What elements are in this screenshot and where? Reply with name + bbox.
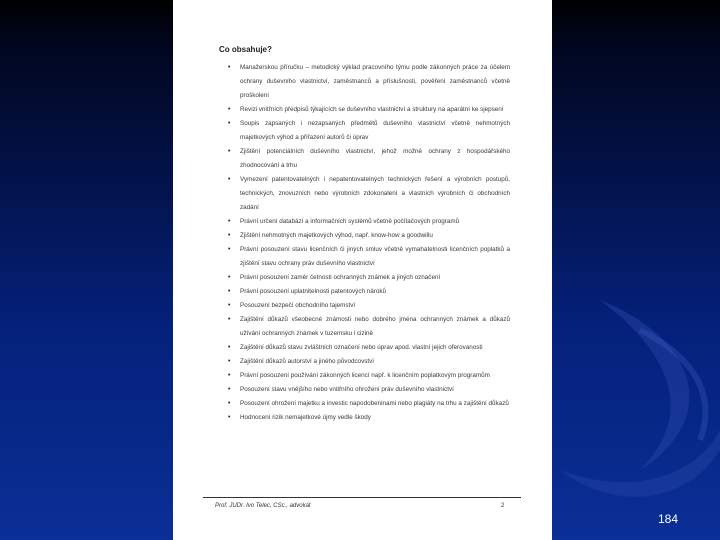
bullet-icon: • [228, 274, 231, 281]
list-item-text: Zajištění důkazů stavu zvláštních označení nebo úprav apod. vlastní jejich oferovanosti [240, 344, 483, 351]
bullet-icon: • [228, 400, 231, 407]
list-item [225, 117, 510, 145]
list-item [225, 61, 510, 103]
list-item-text: Posouzení ohrožení majetku a investic napodobeninami nebo plagiáty na trhu a zajištění důkazů [240, 400, 509, 407]
bullet-icon: • [228, 148, 231, 155]
list-item [225, 145, 510, 173]
list-item-text: Revizi vnitřních předpisů týkajících se duševního vlastnictví a struktury na aparátní ke sjepsení [240, 106, 504, 113]
list-item-text: Soupis zapsaných i nezapsaných předmětů duševního vlastnictví včetně nehmotných majetkových výhod a přiřazení autorů či úprav [240, 120, 510, 141]
list-item [225, 173, 510, 215]
list-item-text: Zajištění důkazů všeobecné známosti nebo dobrého jména ochranných známek a důkazů užívání ochranných známek v tuzemsku i cizině [240, 316, 510, 337]
footer-author: Prof. JUDr. Ivo Telec, CSc., advokát [215, 503, 311, 509]
bullet-icon: • [228, 344, 231, 351]
bullet-icon: • [228, 372, 231, 379]
bullet-icon: • [228, 246, 231, 253]
document-heading: Co obsahuje? [219, 45, 272, 54]
bullet-icon: • [228, 64, 231, 71]
bullet-icon: • [228, 176, 231, 183]
bullet-icon: • [228, 414, 231, 421]
list-item [225, 271, 510, 285]
list-item-text: Zjištění nehmotných majetkových výhod, např. know-how a goodwillu [240, 232, 433, 239]
list-item-text: Hodnocení rizik nemajetkové újmy vedle škody [240, 414, 371, 421]
list-item-text: Vymezení patentovatelných i nepatentovatelných technických řešení a výrobních postupů, technických, znovuzních nebo výrobních zdokonalení a vlastních výrobních či obchodních zadání [240, 176, 510, 211]
list-item [225, 313, 510, 341]
bullet-icon: • [228, 120, 231, 127]
list-item [225, 383, 510, 397]
list-item [225, 369, 510, 383]
slide-number: 184 [658, 512, 679, 526]
bullet-icon: • [228, 302, 231, 309]
list-item [225, 299, 510, 313]
list-item-text: Právní posouzení používání zákonných licencí např. k licenčním poplatkovým programům [240, 372, 490, 379]
bullet-icon: • [228, 358, 231, 365]
list-item [225, 397, 510, 411]
list-item [225, 341, 510, 355]
list-item-text: Právní určení databází a informačních systémů včetně počítačových programů [240, 218, 460, 225]
bullet-list [225, 61, 510, 425]
bullet-icon: • [228, 232, 231, 239]
document-page [173, 0, 552, 540]
list-item [225, 215, 510, 229]
list-item-text: Zajištění důkazů autorství a jiného původcovství [240, 358, 375, 365]
bullet-icon: • [228, 386, 231, 393]
bullet-icon: • [228, 316, 231, 323]
list-item [225, 355, 510, 369]
list-item [225, 243, 510, 271]
list-item-text: Právní posouzení stavu licenčních či jiných smluv včetně vymahatelnosti licenčních poplatků a zjištění stavu ochrany práv duševního vlastnictví [240, 246, 510, 267]
list-item-text: Právní posouzení uplatnitelnosti patentových nároků [240, 288, 386, 295]
bullet-icon: • [228, 288, 231, 295]
list-item-text: Zjištění potenciálních duševního vlastnictví, jehož možné ochrany z hospodářského zhodnocování a trhu [240, 148, 510, 169]
list-item [225, 103, 510, 117]
bullet-icon: • [228, 218, 231, 225]
footer-divider [203, 497, 521, 498]
footer-page-number: 2 [501, 503, 505, 509]
list-item [225, 285, 510, 299]
list-item-text: Posouzení stavu vnějšího nebo vnitřního ohrožení práv duševního vlastnictví [240, 386, 454, 393]
list-item-text: Manažerskou příručku – metodický výklad pracovního týmu podle zákonných práce za účelem ochrany duševního vlastnictví, zaměstnanců a příslušnosti, pověření zaměstnanců včetně proškolení [240, 64, 510, 99]
list-item-text: Posouzení bezpečí obchodního tajemství [240, 302, 356, 309]
list-item [225, 411, 510, 425]
list-item-text: Právní posouzení zaměr četnosti ochranných známek a jiných označení [240, 274, 441, 281]
bullet-icon: • [228, 106, 231, 113]
list-item [225, 229, 510, 243]
